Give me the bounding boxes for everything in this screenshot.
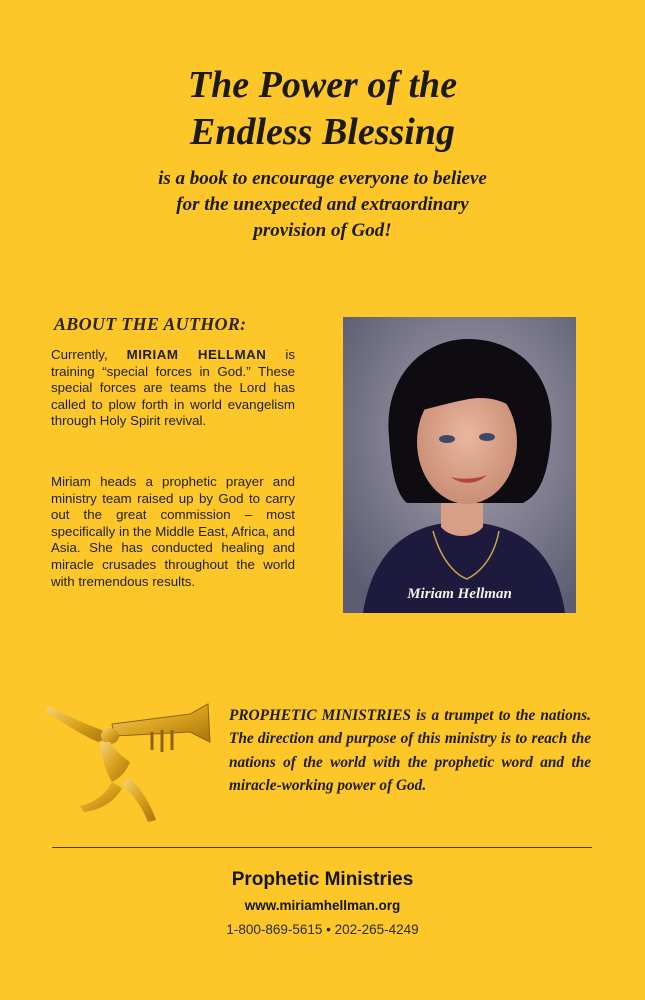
footer-phone-numbers: 1-800-869-5615 • 202-265-4249 <box>226 922 419 937</box>
book-title-line-1: The Power of the <box>187 64 458 106</box>
photo-caption: Miriam Hellman <box>407 586 512 602</box>
subtitle-line-2: for the unexpected and extraordinary <box>176 194 469 215</box>
author-portrait-image <box>343 317 576 613</box>
bio-prefix: Currently, <box>51 347 108 362</box>
ministry-description: is a trumpet to the nations. The direction and purpose of this ministry is to reach the nations of the world with the prophetic word and the miracle-working power of God. <box>229 707 591 794</box>
book-subtitle <box>0 166 645 244</box>
ministry-statement <box>229 704 591 797</box>
about-author-heading: ABOUT THE AUTHOR: <box>54 314 247 334</box>
author-photo <box>343 317 576 613</box>
book-title <box>0 62 645 156</box>
bio-text: is training “special forces in God.” These special forces are teams the Lord has called to plow forth in world evangelism through Holy Spirit revival. <box>51 347 295 429</box>
divider <box>52 847 592 848</box>
subtitle-line-3: provision of God! <box>253 220 392 241</box>
subtitle-line-1: is a book to encourage everyone to believe <box>158 168 487 189</box>
footer-organization: Prophetic Ministries <box>231 869 414 890</box>
ministry-name: PROPHETIC MINISTRIES <box>229 707 411 724</box>
author-name: MIRIAM HELLMAN <box>126 347 267 362</box>
book-title-line-2: Endless Blessing <box>189 111 456 153</box>
trumpeter-logo-icon <box>40 702 212 824</box>
author-bio-paragraph-2: Miriam heads a prophetic prayer and ministry team raised up by God to carry out the great commission – most specifically in the Middle East, Africa, and Asia. She has conducted healing and miracle crusades throughout the world with tremendous results. <box>51 474 295 589</box>
author-bio-paragraph-1 <box>51 347 295 430</box>
footer-website-link[interactable]: www.miriamhellman.org <box>244 898 401 913</box>
